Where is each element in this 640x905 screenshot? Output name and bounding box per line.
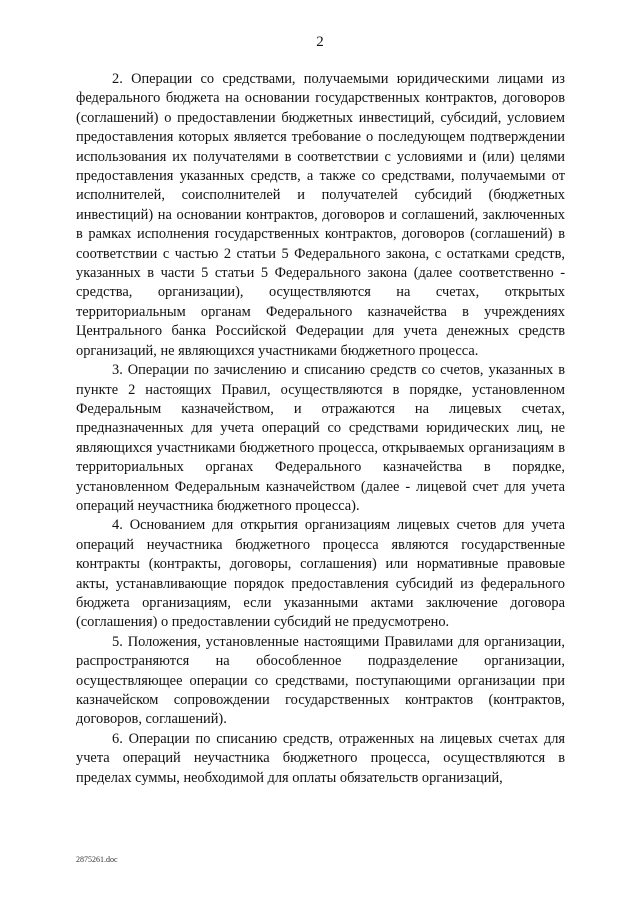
file-name-footer: 2875261.doc (76, 855, 118, 864)
paragraph-6: 6. Операции по списанию средств, отраженных на лицевых счетах для учета операций неучастника бюджетного процесса, осуществляются в пределах суммы, необходимой для оплаты обязательств организаций, (76, 730, 565, 786)
page-number: 2 (316, 34, 324, 50)
paragraph-4: 4. Основанием для открытия организациям лицевых счетов для учета операций неучастника бюджетного процесса являются государственные контракты (контракты, договоры, соглашения) или нормативные правовые акты, устанавливающие порядок предоставления субсидий из федерального бюджета организациям, если указанными актами заключение договора (соглашения) о предоставлении субсидий не предусмотрено. (76, 517, 565, 631)
paragraph-5: 5. Положения, установленные настоящими Правилами для организации, распространяются на обособленное подразделение организации, осуществляющее операции со средствами, поступающими организации при казначейском сопровождении государственных контрактов (контрактов, договоров, соглашений). (76, 633, 565, 728)
document-body (76, 70, 565, 788)
paragraph-3: 3. Операции по зачислению и списанию средств со счетов, указанных в пункте 2 настоящих Правил, осуществляются в порядке, установленном Федеральным казначейством, и отражаются на лицевых счетах, предназначенных для учета операций со средствами юридических лиц, не являющихся участниками бюджетного процесса, открываемых организациям в территориальных органах Федерального казначейства в порядке, установленном Федеральным казначейством (далее - лицевой счет для учета операций неучастника бюджетного процесса). (76, 362, 565, 514)
paragraph-2: 2. Операции со средствами, получаемыми юридическими лицами из федерального бюджета на основании государственных контрактов, договоров (соглашений) о предоставлении бюджетных инвестиций, субсидий, условием предоставления которых является требование о последующем подтверждении использования их получателями в соответствии с условиями и (или) целями предоставления указанных средств, а также со средствами, получаемыми от исполнителей, соисполнителей и получателей субсидий (бюджетных инвестиций) на основании контрактов, договоров и соглашений, заключенных в рамках исполнения государственных контрактов, договоров (соглашений) в соответствии с частью 2 статьи 5 Федерального закона, с остатками средств, указанных в части 5 статьи 5 Федерального закона (далее соответственно - средства, организации), осуществляются на счетах, открытых территориальным органам Федерального казначейства в учреждениях Центрального банка Российской Федерации для учета денежных средств организаций, не являющихся участниками бюджетного процесса. (76, 71, 565, 359)
